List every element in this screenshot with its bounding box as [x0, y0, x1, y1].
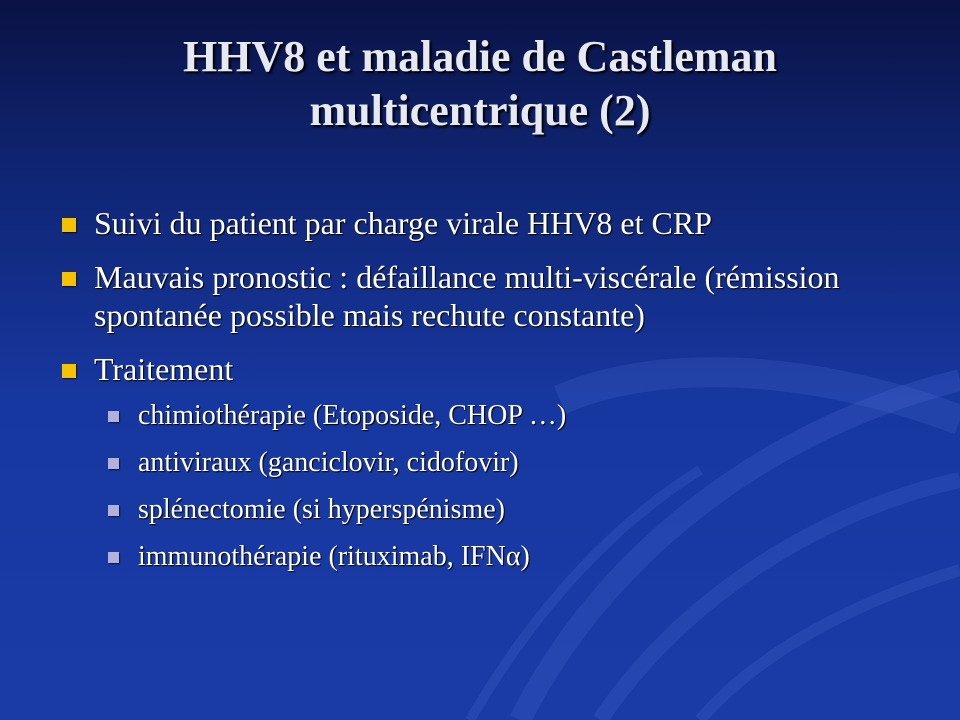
- slide-body: [62, 204, 922, 588]
- bullet-item: [62, 350, 922, 388]
- sub-bullet-item: [108, 541, 922, 573]
- slide-title-line-1: HHV8 et maladie de Castleman: [183, 32, 777, 81]
- sub-bullet-item: [108, 494, 922, 526]
- slide-title-line-2: multicentrique (2): [309, 86, 651, 135]
- bullet-text: Mauvais pronostic : défaillance multi-viscérale (rémission spontanée possible mais rechute constante): [94, 259, 840, 333]
- bullet-square-icon: [62, 364, 76, 378]
- sub-bullet-item: [108, 400, 922, 432]
- bullet-text: Suivi du patient par charge virale HHV8 et CRP: [94, 205, 712, 241]
- sub-bullet-square-icon: [108, 552, 119, 563]
- bullet-square-icon: [62, 272, 76, 286]
- sub-bullet-text: splénectomie (si hyperspénisme): [138, 494, 506, 525]
- bullet-text: Traitement: [94, 351, 234, 387]
- bullet-item: [62, 258, 922, 334]
- sub-bullet-square-icon: [108, 505, 119, 516]
- sub-bullet-item: [108, 447, 922, 479]
- sub-bullet-text: immunothérapie (rituximab, IFNα): [138, 541, 530, 572]
- bullet-square-icon: [62, 218, 76, 232]
- sub-bullet-text: antiviraux (ganciclovir, cidofovir): [138, 447, 519, 478]
- sub-bullet-square-icon: [108, 458, 119, 469]
- slide-title: [0, 30, 960, 138]
- sub-bullet-text: chimiothérapie (Etoposide, CHOP …): [138, 400, 567, 431]
- sub-bullet-square-icon: [108, 411, 119, 422]
- bullet-item: [62, 204, 922, 242]
